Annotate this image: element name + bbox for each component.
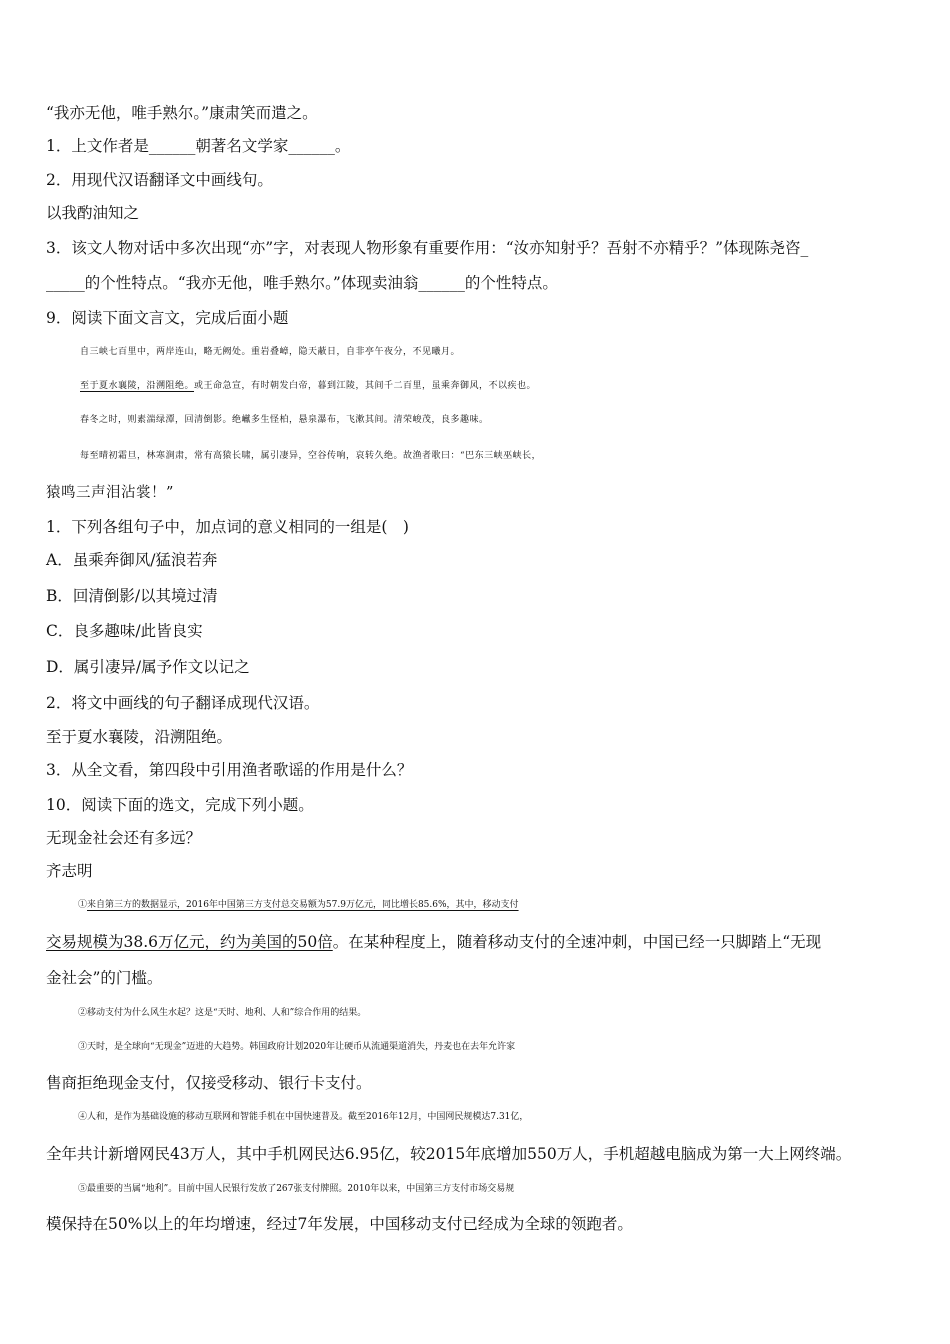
q9-2-sentence: 至于夏水襄陵，沿溯阻绝。 [46, 728, 233, 746]
passage-paragraph-1: 自三峡七百里中，两岸连山，略无阙处。重岩叠嶂，隐天蔽日，自非亭午夜分，不见曦月。 [80, 347, 461, 357]
option-c: C．良多趣味/此皆良实 [46, 622, 203, 640]
question-2: 2．用现代汉语翻译文中画线句。 [46, 171, 273, 189]
q9-3: 3．从全文看，第四段中引用渔者歌谣的作用是什么？ [46, 761, 413, 779]
article-author: 齐志明 [46, 862, 93, 880]
passage-paragraph-4: 每至晴初霜旦，林寒涧肃，常有高猿长啸，属引凄异，空谷传响，哀转久绝。故渔者歌曰：“巴东三峡巫峡长， [80, 451, 542, 461]
underlined-sentence: 至于夏水襄陵，沿溯阻绝。 [80, 381, 195, 391]
section-9-heading: 9．阅读下面文言文，完成后面小题 [46, 309, 289, 327]
article-paragraph-1 [78, 895, 938, 915]
article-paragraph-1-line-2 [46, 932, 906, 952]
article-title: 无现金社会还有多远？ [46, 829, 202, 847]
article-paragraph-4: ④人和，是作为基础设施的移动互联网和智能手机在中国快速普及。截至2016年12月，中国网民规模达7.31亿， [78, 1112, 529, 1122]
article-paragraph-1-rest: 。在某种程度上，随着移动支付的全速冲刺，中国已经一只脚踏上“无现 [332, 933, 822, 951]
passage-paragraph-3: 春冬之时，则素湍绿潭，回清倒影。绝𪩘多生怪柏，悬泉瀑布，飞漱其间。清荣峻茂，良多趣味。 [80, 415, 489, 425]
option-a: A．虽乘奔御风/猛浪若奔 [46, 551, 218, 569]
q9-2: 2．将文中画线的句子翻译成现代汉语。 [46, 694, 320, 712]
passage-paragraph-2 [80, 376, 940, 396]
option-d: D．属引凄异/属予作文以记之 [46, 658, 250, 676]
option-b: B．回清倒影/以其境过清 [46, 587, 218, 605]
translation-sentence: 以我酌油知之 [46, 204, 140, 222]
underlined-data-sentence-continued: 交易规模为38.6万亿元，约为美国的50倍 [46, 933, 333, 951]
article-paragraph-5: ⑤最重要的当属“地利”。目前中国人民银行发放了267张支付牌照。2010年以来，中国第三方支付市场交易规 [78, 1184, 515, 1194]
question-3-continued: _____的个性特点。“我亦无他，唯手熟尔。”体现卖油翁______的个性特点。 [46, 274, 558, 292]
paragraph-marker-1: ① [78, 900, 88, 910]
article-paragraph-5-line-2: 模保持在50%以上的年均增速，经过7年发展，中国移动支付已经成为全球的领跑者。 [46, 1215, 633, 1233]
quote-line: “我亦无他，唯手熟尔。”康肃笑而遣之。 [46, 104, 318, 122]
question-1: 1．上文作者是______朝著名文学家______。 [46, 137, 351, 155]
q9-1: 1．下列各组句子中，加点词的意义相同的一组是( ) [46, 518, 409, 536]
article-paragraph-3: ③天时，是全球向“无现金”迈进的大趋势。韩国政府计划2020年让硬币从流通渠道消失，丹麦也在去年允许家 [78, 1042, 516, 1052]
article-paragraph-4-line-2: 全年共计新增网民43万人，其中手机网民达6.95亿，较2015年底增加550万人，手机超越电脑成为第一大上网终端。 [46, 1145, 852, 1163]
article-paragraph-1-line-3: 金社会”的门槛。 [46, 969, 163, 987]
question-3: 3．该文人物对话中多次出现“亦”字，对表现人物形象有重要作用：“汝亦知射乎？吾射不亦精乎？”体现陈尧咨_ [46, 239, 809, 257]
section-10-heading: 10．阅读下面的选文，完成下列小题。 [46, 796, 314, 814]
passage-paragraph-2-rest: 或王命急宣，有时朝发白帝，暮到江陵，其间千二百里，虽乘奔御风，不以疾也。 [194, 381, 537, 391]
underlined-data-sentence: 来自第三方的数据显示，2016年中国第三方支付总交易额为57.9万亿元，同比增长85.6%，其中，移动支付 [87, 900, 519, 910]
article-paragraph-2: ②移动支付为什么风生水起？这是“天时、地利、人和”综合作用的结果。 [78, 1008, 367, 1018]
article-paragraph-3-line-2: 售商拒绝现金支付，仅接受移动、银行卡支付。 [46, 1074, 372, 1092]
passage-paragraph-4-continued: 猿鸣三声泪沾裳！” [46, 485, 174, 501]
